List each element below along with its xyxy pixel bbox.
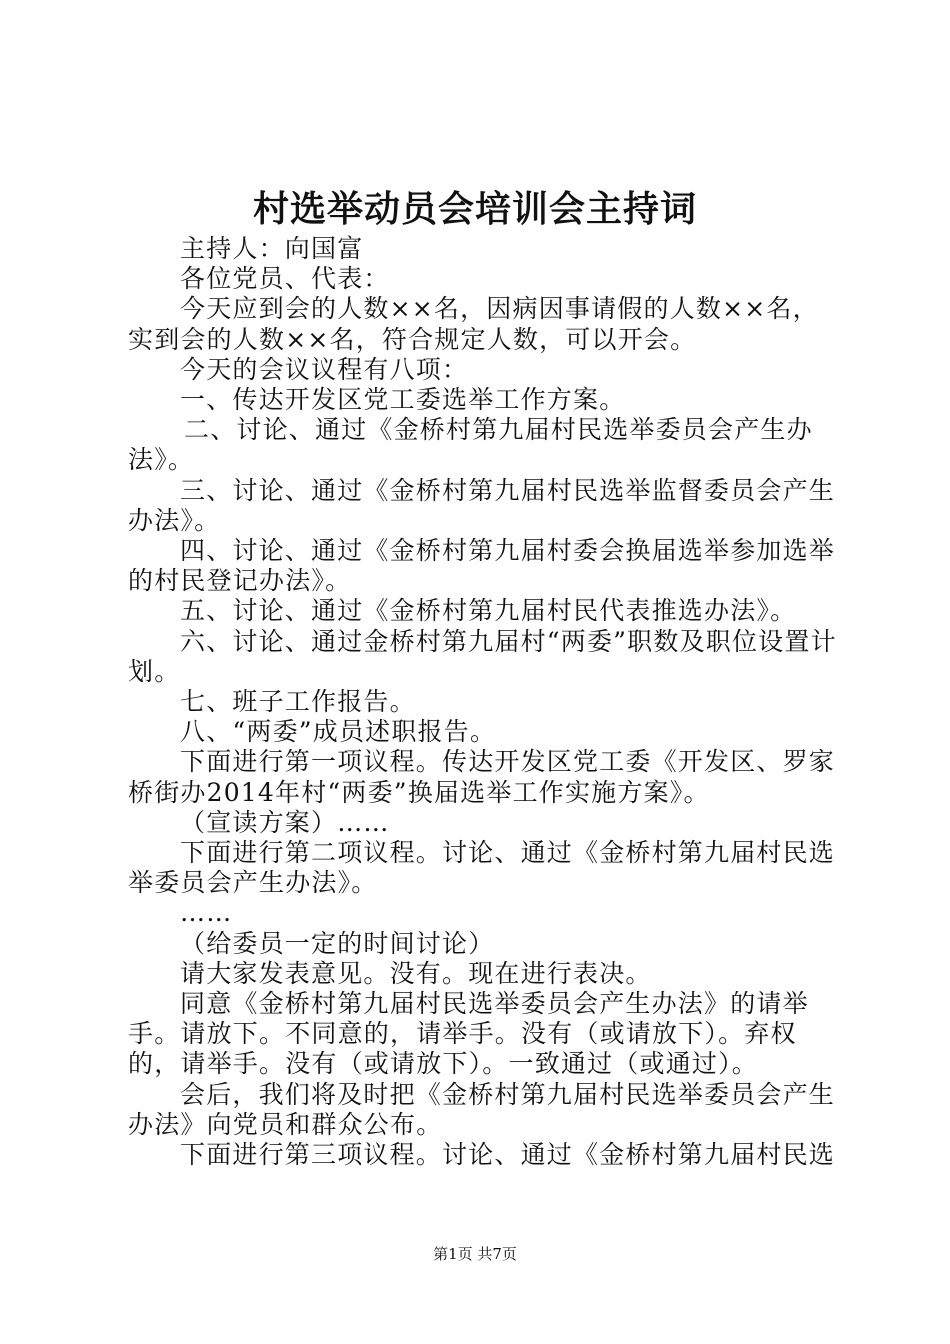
vote-call: 请大家发表意见。没有。现在进行表决。 <box>180 958 652 988</box>
agenda-step-2: 下面进行第二项议程。讨论、通过《金桥村第九届村民选举委员会产生办法》。 <box>128 838 836 898</box>
agenda-item-8: 八、“两委”成员述职报告。 <box>180 717 497 747</box>
agenda-step-3: 下面进行第三项议程。讨论、通过《金桥村第九届村民选 <box>180 1140 836 1170</box>
document-body <box>128 234 840 1170</box>
agenda-intro: 今天的会议议程有八项： <box>180 354 469 384</box>
agenda-item-5: 五、讨论、通过《金桥村第九届村民代表推选办法》。 <box>180 596 797 626</box>
publication-note: 会后，我们将及时把《金桥村第九届村民选举委员会产生办法》向党员和群众公布。 <box>128 1079 836 1139</box>
agenda-step-1: 下面进行第一项议程。传达开发区党工委《开发区、罗家桥街办2014年村“两委”换届选举工作实施方案》。 <box>128 747 836 807</box>
agenda-item-1: 一、传达开发区党工委选举工作方案。 <box>180 385 626 415</box>
agenda-item-7: 七、班子工作报告。 <box>180 687 416 717</box>
agenda-item-4: 四、讨论、通过《金桥村第九届村委会换届选举参加选举的村民登记办法》。 <box>128 536 836 596</box>
greeting-line: 各位党员、代表： <box>180 264 390 294</box>
discussion-note: （给委员一定的时间讨论） <box>180 928 495 958</box>
reading-note: （宣读方案）…… <box>180 807 390 837</box>
page-footer: 第1页 共7页 <box>433 1245 517 1263</box>
agenda-item-3: 三、讨论、通过《金桥村第九届村民选举监督委员会产生办法》。 <box>128 475 836 535</box>
document-title: 村选举动员会培训会主持词 <box>252 188 697 230</box>
vote-procedure: 同意《金桥村第九届村民选举委员会产生办法》的请举手。请放下。不同意的，请举手。没有（或请放下）。弃权的，请举手。没有（或请放下）。一致通过（或通过）。 <box>128 989 809 1079</box>
host-line: 主持人：向国富 <box>180 234 364 263</box>
attendance-paragraph: 今天应到会的人数××名，因病因事请假的人数××名，实到会的人数××名，符合规定人数，可以开会。 <box>128 294 819 354</box>
agenda-item-2: 二、讨论、通过《金桥村第九届村民选举委员会产生办法》。 <box>128 415 813 475</box>
ellipsis-line: …… <box>180 898 233 928</box>
agenda-item-6: 六、讨论、通过金桥村第九届村“两委”职数及职位设置计划。 <box>128 626 837 686</box>
